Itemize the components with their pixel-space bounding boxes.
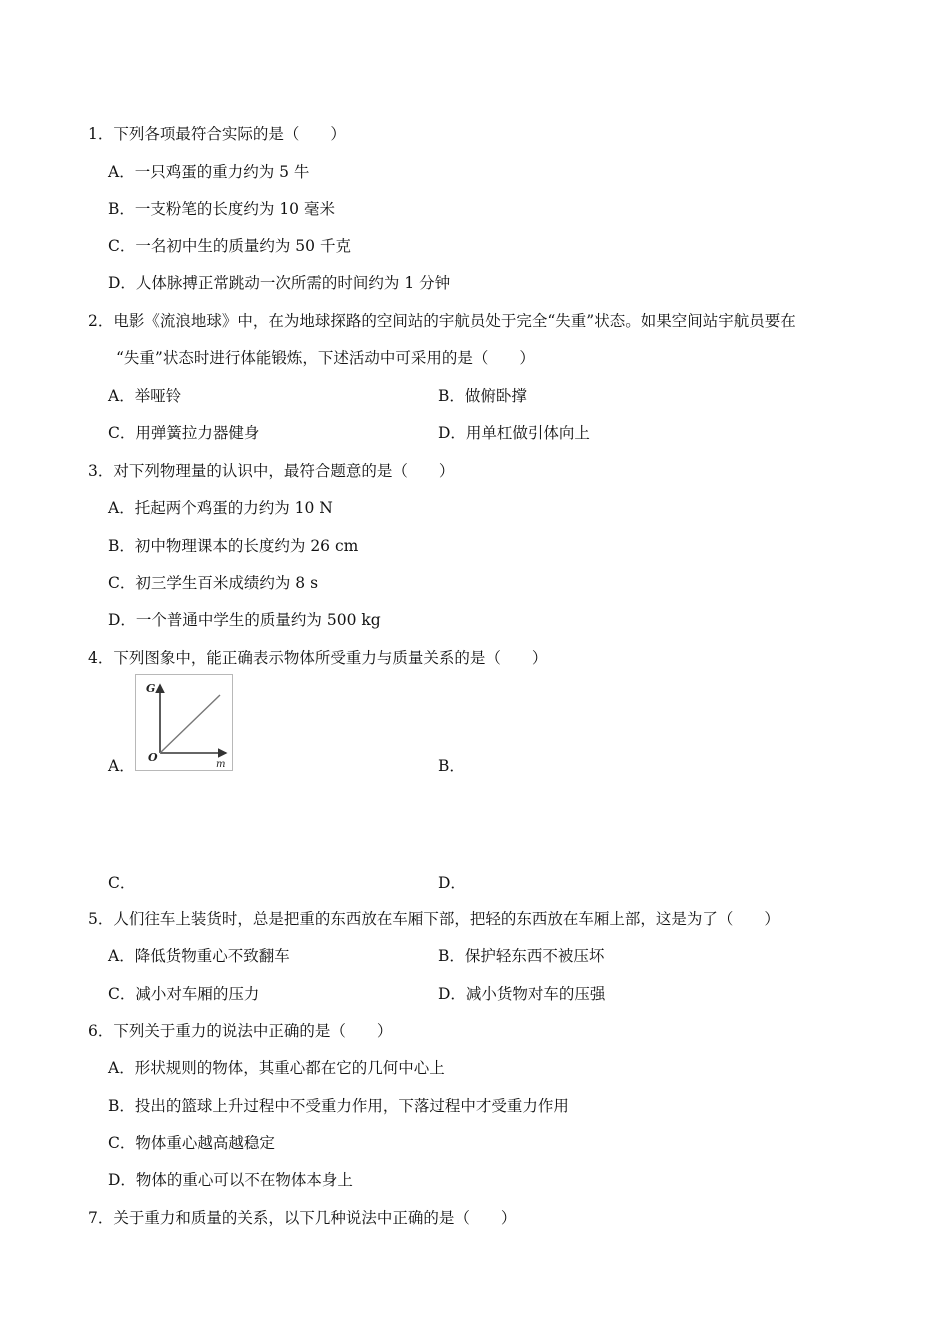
question-2-stem-continued: “失重”状态时进行体能锻炼，下述活动中可采用的是（ ） <box>116 349 535 367</box>
question-2-option-a: A．举哑铃 <box>108 387 182 405</box>
g-m-line <box>160 695 220 753</box>
question-7-stem: 7．关于重力和质量的关系，以下几种说法中正确的是（ ） <box>88 1209 517 1227</box>
question-3-option-a: A．托起两个鸡蛋的力约为 10 N <box>108 499 333 517</box>
question-2-stem: 2．电影《流浪地球》中，在为地球探路的空间站的宇航员处于完全“失重”状态。如果空间站宇航员要在 <box>88 312 796 330</box>
question-2-option-b: B．做俯卧撑 <box>438 387 527 405</box>
question-1-stem: 1．下列各项最符合实际的是（ ） <box>88 125 346 143</box>
question-3-option-d: D．一个普通中学生的质量约为 500 kg <box>108 611 381 629</box>
graph-g-vs-m-figure <box>135 674 233 771</box>
question-3-stem: 3．对下列物理量的认识中，最符合题意的是（ ） <box>88 462 455 480</box>
question-5-option-a: A．降低货物重心不致翻车 <box>108 947 290 965</box>
question-3-option-c: C．初三学生百米成绩约为 8 s <box>108 574 319 592</box>
question-5-option-d: D．减小货物对车的压强 <box>438 985 606 1003</box>
graph-g-vs-m-svg <box>136 675 232 770</box>
question-5-option-b: B．保护轻东西不被压坏 <box>438 947 605 965</box>
question-6-stem: 6．下列关于重力的说法中正确的是（ ） <box>88 1022 393 1040</box>
question-6-option-a: A．形状规则的物体，其重心都在它的几何中心上 <box>108 1059 445 1077</box>
question-1-option-a: A．一只鸡蛋的重力约为 5 牛 <box>108 163 310 181</box>
question-4-stem: 4．下列图象中，能正确表示物体所受重力与质量关系的是（ ） <box>88 649 548 667</box>
question-4-option-d: D． <box>438 874 466 892</box>
question-4-option-a: A． <box>108 757 135 775</box>
x-axis-label: m <box>216 759 226 770</box>
y-axis-label: G <box>146 682 156 695</box>
question-6-option-c: C．物体重心越高越稳定 <box>108 1134 275 1152</box>
question-1-option-c: C．一名初中生的质量约为 50 千克 <box>108 237 351 255</box>
question-5-stem: 5．人们往车上装货时，总是把重的东西放在车厢下部，把轻的东西放在车厢上部，这是为了（ ） <box>88 910 780 928</box>
question-2-option-c: C．用弹簧拉力器健身 <box>108 424 260 442</box>
question-4-option-c: C． <box>108 874 136 892</box>
question-3-option-b: B．初中物理课本的长度约为 26 cm <box>108 537 359 555</box>
question-5-option-c: C．减小对车厢的压力 <box>108 985 260 1003</box>
question-1-option-b: B．一支粉笔的长度约为 10 毫米 <box>108 200 335 218</box>
question-6-option-b: B．投出的篮球上升过程中不受重力作用，下落过程中才受重力作用 <box>108 1097 569 1115</box>
question-2-option-d: D．用单杠做引体向上 <box>438 424 590 442</box>
question-4-option-b: B． <box>438 757 465 775</box>
question-6-option-d: D．物体的重心可以不在物体本身上 <box>108 1171 353 1189</box>
question-1-option-d: D．人体脉搏正常跳动一次所需的时间约为 1 分钟 <box>108 274 451 292</box>
origin-label: O <box>148 751 158 764</box>
